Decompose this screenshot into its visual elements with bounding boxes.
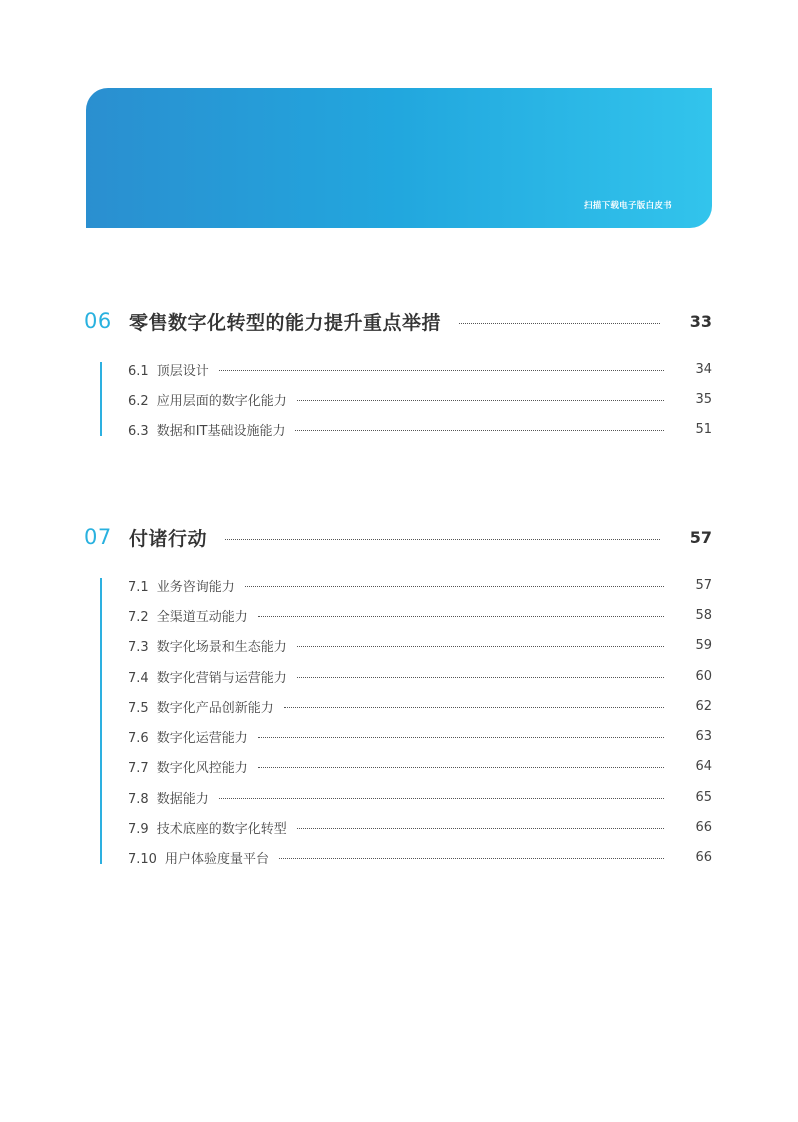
entry-number: 7.6 <box>128 731 149 747</box>
entry-number: 7.10 <box>128 852 157 868</box>
entry-title: 数据和IT基础设施能力 <box>156 424 286 440</box>
entry-number: 7.3 <box>128 640 149 656</box>
entry-label <box>128 420 285 439</box>
dotted-leader <box>219 370 664 371</box>
entry-title: 数字化场景和生态能力 <box>156 640 287 656</box>
dotted-leader <box>297 828 664 829</box>
entry-label <box>128 390 287 409</box>
entry-number: 6.2 <box>128 393 149 409</box>
entry-label <box>128 727 248 746</box>
entry-page-number: 59 <box>695 638 712 654</box>
chapter-title: 零售数字化转型的能力提升重点举措 <box>129 311 442 334</box>
dotted-leader <box>297 646 664 647</box>
toc-entry[interactable] <box>128 752 712 782</box>
entry-title: 应用层面的数字化能力 <box>156 393 287 409</box>
section-accent-bar <box>100 362 102 436</box>
chapter-number: 06 <box>84 309 112 333</box>
entry-title: 用户体验度量平台 <box>164 852 269 868</box>
entry-page-number: 65 <box>695 789 712 805</box>
entry-label <box>128 636 287 655</box>
entry-label <box>128 606 248 625</box>
entry-label <box>128 697 274 716</box>
entry-label <box>128 848 269 867</box>
toc-entry[interactable] <box>128 782 712 812</box>
toc-entry[interactable] <box>128 661 712 691</box>
header-banner <box>86 88 712 228</box>
entry-title: 数字化风控能力 <box>156 761 248 777</box>
entry-page-number: 66 <box>695 850 712 866</box>
entry-title: 全渠道互动能力 <box>156 609 248 625</box>
banner-download-text[interactable]: 扫描下载电子版白皮书 <box>583 201 672 211</box>
entry-page-number: 60 <box>695 668 712 684</box>
dotted-leader <box>297 400 664 401</box>
dotted-leader <box>258 737 664 738</box>
entry-number: 7.1 <box>128 579 149 595</box>
chapter-07-heading[interactable] <box>84 522 712 552</box>
entry-label <box>128 576 235 595</box>
entry-page-number: 66 <box>695 820 712 836</box>
dotted-leader <box>279 858 664 859</box>
dotted-leader <box>219 798 664 799</box>
entry-title: 技术底座的数字化转型 <box>156 822 287 838</box>
toc-entry[interactable] <box>128 354 712 384</box>
entry-number: 7.9 <box>128 822 149 838</box>
entry-label <box>128 818 287 837</box>
entry-number: 6.3 <box>128 424 149 440</box>
entry-page-number: 58 <box>695 607 712 623</box>
entry-number: 7.8 <box>128 791 149 807</box>
entry-title: 业务咨询能力 <box>156 579 235 595</box>
toc-entry[interactable] <box>128 631 712 661</box>
entry-number: 7.2 <box>128 609 149 625</box>
entry-title: 数字化营销与运营能力 <box>156 670 287 686</box>
dotted-leader <box>225 539 660 540</box>
entry-number: 7.7 <box>128 761 149 777</box>
entry-page-number: 64 <box>695 759 712 775</box>
entry-label <box>128 360 209 379</box>
entry-label <box>128 667 287 686</box>
dotted-leader <box>258 767 664 768</box>
entry-title: 数字化产品创新能力 <box>156 700 274 716</box>
chapter-number: 07 <box>84 525 112 549</box>
dotted-leader <box>258 616 664 617</box>
dotted-leader <box>245 586 664 587</box>
section-accent-bar <box>100 578 102 864</box>
entry-number: 7.5 <box>128 700 149 716</box>
dotted-leader <box>284 707 664 708</box>
entry-page-number: 51 <box>695 422 712 438</box>
toc-entry[interactable] <box>128 721 712 751</box>
chapter-page-number: 57 <box>689 527 712 547</box>
entry-number: 6.1 <box>128 363 149 379</box>
entry-page-number: 35 <box>695 391 712 407</box>
entry-label <box>128 788 209 807</box>
dotted-leader <box>295 430 664 431</box>
entry-number: 7.4 <box>128 670 149 686</box>
entry-page-number: 34 <box>695 361 712 377</box>
entry-page-number: 63 <box>695 729 712 745</box>
chapter-title: 付诸行动 <box>129 527 208 550</box>
dotted-leader <box>459 323 660 324</box>
chapter-07-entries <box>128 570 712 873</box>
toc-entry[interactable] <box>128 415 712 445</box>
entry-title: 数字化运营能力 <box>156 731 248 747</box>
entry-title: 数据能力 <box>156 791 209 807</box>
chapter-06-entries <box>128 354 712 445</box>
chapter-06-heading[interactable] <box>84 306 712 336</box>
toc-entry[interactable] <box>128 691 712 721</box>
toc-entry[interactable] <box>128 600 712 630</box>
toc-entry[interactable] <box>128 570 712 600</box>
chapter-page-number: 33 <box>689 311 712 331</box>
entry-page-number: 62 <box>695 698 712 714</box>
toc-entry[interactable] <box>128 843 712 873</box>
entry-title: 顶层设计 <box>156 363 209 379</box>
entry-label <box>128 757 248 776</box>
entry-page-number: 57 <box>695 577 712 593</box>
dotted-leader <box>297 677 664 678</box>
toc-entry[interactable] <box>128 384 712 414</box>
toc-entry[interactable] <box>128 812 712 842</box>
